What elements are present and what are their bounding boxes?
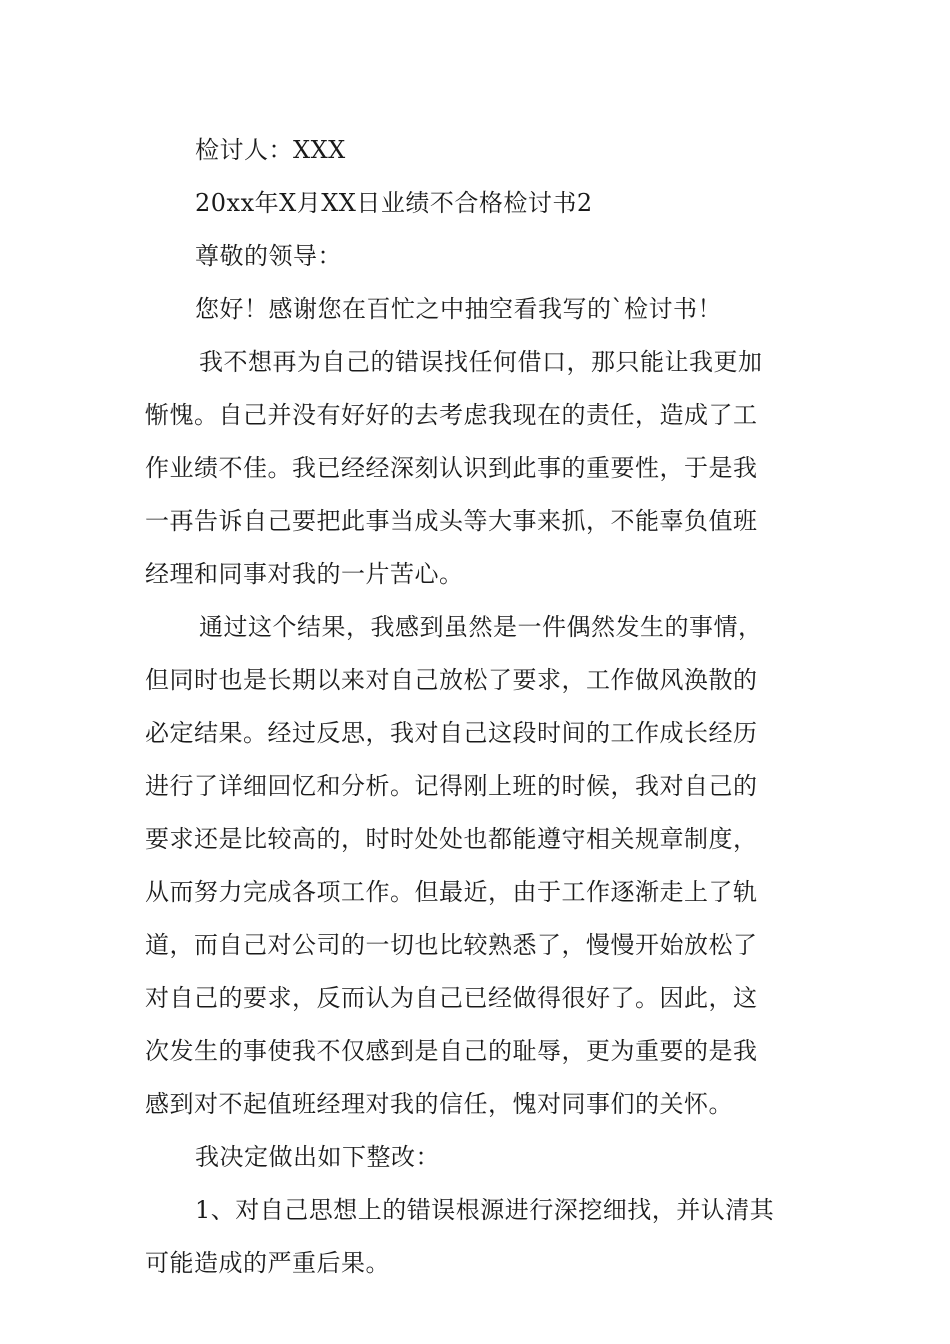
item-1 xyxy=(145,1184,805,1290)
paragraph-line: 进行了详细回忆和分析。记得刚上班的时候，我对自己的 xyxy=(145,772,758,800)
reviewer-line: 检讨人：XXX xyxy=(195,136,346,164)
paragraph-line: 通过这个结果，我感到虽然是一件偶然发生的事情， xyxy=(199,613,763,641)
paragraph-line: 经理和同事对我的一片苦心。 xyxy=(145,560,464,588)
paragraph-line: 一再告诉自己要把此事当成头等大事来抓，不能辜负值班 xyxy=(145,507,758,535)
paragraph-line: 从而努力完成各项工作。但最近，由于工作逐渐走上了轨 xyxy=(145,878,758,906)
salutation: 尊敬的领导： xyxy=(195,242,342,270)
item-line: 1、对自己思想上的错误根源进行深挖细找，并认清其 xyxy=(195,1196,775,1224)
paragraph-line: 惭愧。自己并没有好好的去考虑我现在的责任，造成了工 xyxy=(145,401,758,429)
document-body xyxy=(145,124,805,1290)
paragraph-1 xyxy=(145,336,805,601)
paragraph-line: 道，而自己对公司的一切也比较熟悉了，慢慢开始放松了 xyxy=(145,931,758,959)
paragraph-line: 但同时也是长期以来对自己放松了要求，工作做风涣散的 xyxy=(145,666,758,694)
paragraph-line: 次发生的事使我不仅感到是自己的耻辱，更为重要的是我 xyxy=(145,1037,758,1065)
paragraph-line: 必定结果。经过反思，我对自己这段时间的工作成长经历 xyxy=(145,719,758,747)
paragraph-line: 作业绩不佳。我已经经深刻认识到此事的重要性，于是我 xyxy=(145,454,758,482)
greeting: 您好！感谢您在百忙之中抽空看我写的`检讨书！ xyxy=(195,295,722,323)
item-line: 可能造成的严重后果。 xyxy=(145,1249,390,1277)
paragraph-line: 要求还是比较高的，时时处处也都能遵守相关规章制度， xyxy=(145,825,758,853)
decision-line: 我决定做出如下整改： xyxy=(195,1143,440,1171)
paragraph-2 xyxy=(145,601,805,1131)
paragraph-line: 我不想再为自己的错误找任何借口，那只能让我更加 xyxy=(199,348,763,376)
title-line: 20xx年X月XX日业绩不合格检讨书2 xyxy=(195,189,593,217)
paragraph-line: 感到对不起值班经理对我的信任，愧对同事们的关怀。 xyxy=(145,1090,733,1118)
paragraph-line: 对自己的要求，反而认为自己已经做得很好了。因此，这 xyxy=(145,984,758,1012)
